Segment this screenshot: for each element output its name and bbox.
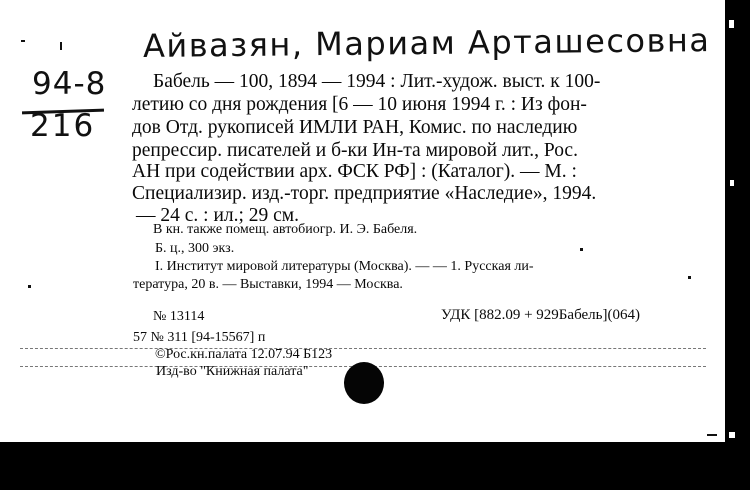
main-entry-line: — 24 с. : ил.; 29 см.: [136, 205, 300, 226]
scan-speck: [60, 42, 62, 50]
scan-speck: [580, 248, 583, 251]
scan-speck: [21, 40, 25, 42]
note-line: Б. ц., 300 экз.: [155, 241, 235, 256]
udc-code: УДК [882.09 + 929Бабель](064): [441, 307, 640, 323]
shelf-mark-bottom: 216: [30, 108, 96, 144]
scan-speck: [707, 434, 717, 436]
handwritten-author-name: Айвазян, Мариам Арташесовна: [142, 21, 711, 65]
note-line: В кн. также помещ. автобиогр. И. Э. Бабеля.: [153, 222, 418, 237]
scan-speck: [28, 285, 31, 288]
main-entry-line: АН при содействии арх. ФСК РФ] : (Каталог). — М. :: [132, 161, 577, 182]
scan-speck: [688, 276, 691, 279]
note-line: тература, 20 в. — Выставки, 1994 — Москва.: [133, 277, 403, 292]
main-entry-line: Бабель — 100, 1894 — 1994 : Лит.-худож. выст. к 100-: [153, 71, 601, 92]
registration-line: 57 № 311 [94-15567] п: [133, 330, 266, 345]
note-line: I. Институт мировой литературы (Москва). — — 1. Русская ли-: [155, 259, 534, 274]
ink-blot: [344, 362, 384, 404]
main-entry-line: репрессир. писателей и б-ки Ин-та мировой лит., Рос.: [132, 140, 578, 161]
main-entry-line: дов Отд. рукописей ИМЛИ РАН, Комис. по наследию: [132, 117, 578, 138]
shelf-mark-top: 94-8: [32, 66, 107, 102]
copyright-line: ©Рос.кн.палата 12.07.94 Б123: [155, 347, 333, 362]
scan-border-right: [727, 0, 750, 490]
scan-border-notch: [729, 20, 734, 28]
main-entry-line: Специализир. изд.-торг. предприятие «Наследие», 1994.: [132, 183, 597, 204]
card-separator: [20, 348, 706, 349]
publisher-line: Изд-во "Книжная палата": [156, 364, 309, 379]
main-entry-line: летию со дня рождения [6 — 10 июня 1994 г. : Из фон-: [132, 94, 587, 115]
scan-border-notch: [729, 432, 735, 438]
scan-border-notch: [730, 180, 734, 186]
record-number: № 13114: [153, 309, 205, 324]
